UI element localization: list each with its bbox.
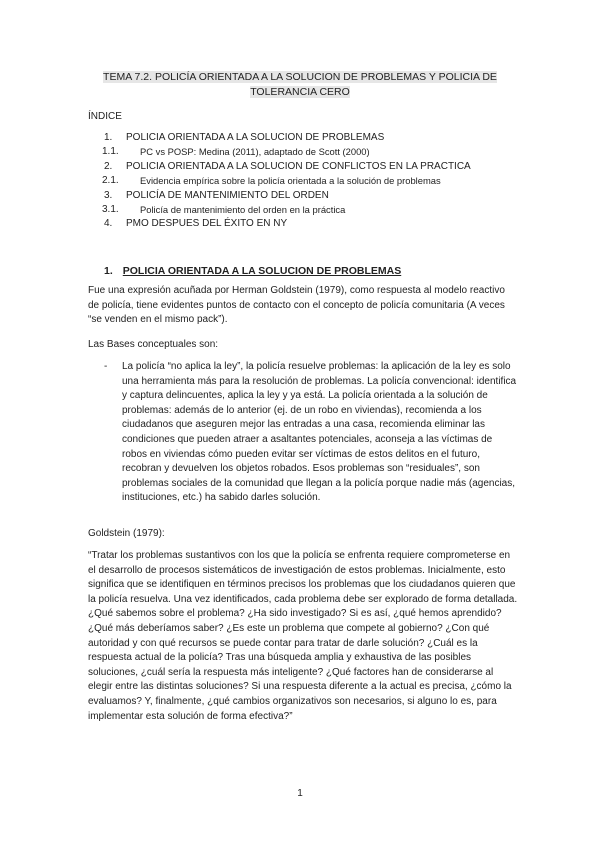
document-title-text: TEMA 7.2. POLICÍA ORIENTADA A LA SOLUCION DE PROBLEMAS Y POLICIA DE TOLERANCIA CERO xyxy=(103,71,497,98)
table-of-contents xyxy=(88,131,518,232)
index-heading: ÍNDICE xyxy=(88,111,122,122)
toc-item[interactable] xyxy=(88,217,518,231)
toc-item-text: Evidencia empírica sobre la policía orientada a la solución de problemas xyxy=(140,175,441,187)
toc-item[interactable] xyxy=(88,145,518,159)
paragraph-intro: Fue una expresión acuñada por Herman Goldstein (1979), como respuesta al modelo reactivo de policía, tiene evidentes puntos de contacto con el concepto de policía comunitaria (A veces “se venden en el mismo pack”). xyxy=(88,285,505,326)
toc-item[interactable] xyxy=(88,174,518,188)
paragraph-citation: Goldstein (1979): xyxy=(88,528,165,539)
toc-item-number: 1. xyxy=(104,132,113,143)
quote-paragraph: “Tratar los problemas sustantivos con los que la policía se enfrenta requiere comprometerse en el desarrollo de procesos sistemáticos de investigación de estos problemas. Inicialmente, esto significa que se identifiquen en términos precisos los problemas que los ciudadanos quieren que la policía resuelva. Una vez identificados, cada problema debe ser explorado de forma detallada. ¿Qué sabemos sobre el problema? ¿Ha sido investigado? Si es así, ¿qué hemos aprendido? ¿Qué más deberíamos saber? ¿Es este un problema que compete al gobierno? ¿Con qué autoridad y con qué recursos se puede contar para tratar de darle solución? ¿Cuál es la respuesta actual de la policía? Tras una búsqueda amplia y exhaustiva de las posibles soluciones, ¿cuál sería la respuesta más inteligente? ¿Qué factores han de considerarse al elegir entre las distintas soluciones? Si una respuesta diferente a la actual es precisa, ¿cómo la evaluamos? Y, finalmente, ¿qué cambios organizativos son necesarios, si alguno lo es, para implementar esta solución de forma efectiva?” xyxy=(88,550,518,722)
section-title: POLICIA ORIENTADA A LA SOLUCION DE PROBLEMAS xyxy=(122,265,402,277)
toc-item-text: Policía de mantenimiento del orden en la práctica xyxy=(140,203,346,215)
toc-item-number: 3.1. xyxy=(102,203,119,215)
toc-item-number: 3. xyxy=(104,189,113,201)
toc-item-text: PMO DESPUES DEL ÉXITO EN NY xyxy=(126,218,288,230)
toc-item-text: POLICIA ORIENTADA A LA SOLUCION DE CONFLICTOS EN LA PRACTICA xyxy=(126,160,471,172)
toc-item[interactable] xyxy=(88,160,518,174)
toc-item-number: 2. xyxy=(104,160,113,172)
bullet-item-text: La policía “no aplica la ley”, la policía resuelve problemas: la aplicación de la ley es solo una herramienta más para la resolución de problemas. La policía convencional: identifica y captura delincuentes, aplica la ley y ya está. La policía orientada a la solución de problemas: además de lo anterior (ej. de un robo en viviendas), recomienda a los ciudadanos que aseguren mejor las entradas a una casa, recomienda eliminar las condiciones que pueden atraer a asaltantes potenciales, aconseja a las víctimas de robos en viviendas cómo pueden evitar ser víctimas de estos delitos en el futuro, recobran y devuelven los objetos robados. Esos problemas son “residuales”, son problemas sociales de la comunidad que llegan a la policía porque nadie más (agencias, instituciones, etc.) ha sabido darles solución. xyxy=(122,361,517,504)
toc-item-text: POLICIA ORIENTADA A LA SOLUCION DE PROBLEMAS xyxy=(126,132,385,143)
section-number: 1. xyxy=(104,265,113,277)
toc-item[interactable] xyxy=(88,203,518,217)
toc-item-number: 1.1. xyxy=(102,146,119,158)
page-number: 1 xyxy=(297,788,303,799)
toc-item-number: 4. xyxy=(104,218,113,230)
toc-item-text: POLICÍA DE MANTENIMIENTO DEL ORDEN xyxy=(126,189,329,201)
document-title xyxy=(90,70,510,100)
toc-item-text: PC vs POSP: Medina (2011), adaptado de Scott (2000) xyxy=(140,146,370,158)
bullet-marker: - xyxy=(104,361,108,372)
toc-item-number: 2.1. xyxy=(102,175,119,187)
toc-item[interactable] xyxy=(88,189,518,203)
paragraph-bases: Las Bases conceptuales son: xyxy=(88,339,219,350)
section-heading xyxy=(104,265,401,277)
toc-item[interactable] xyxy=(88,131,518,145)
